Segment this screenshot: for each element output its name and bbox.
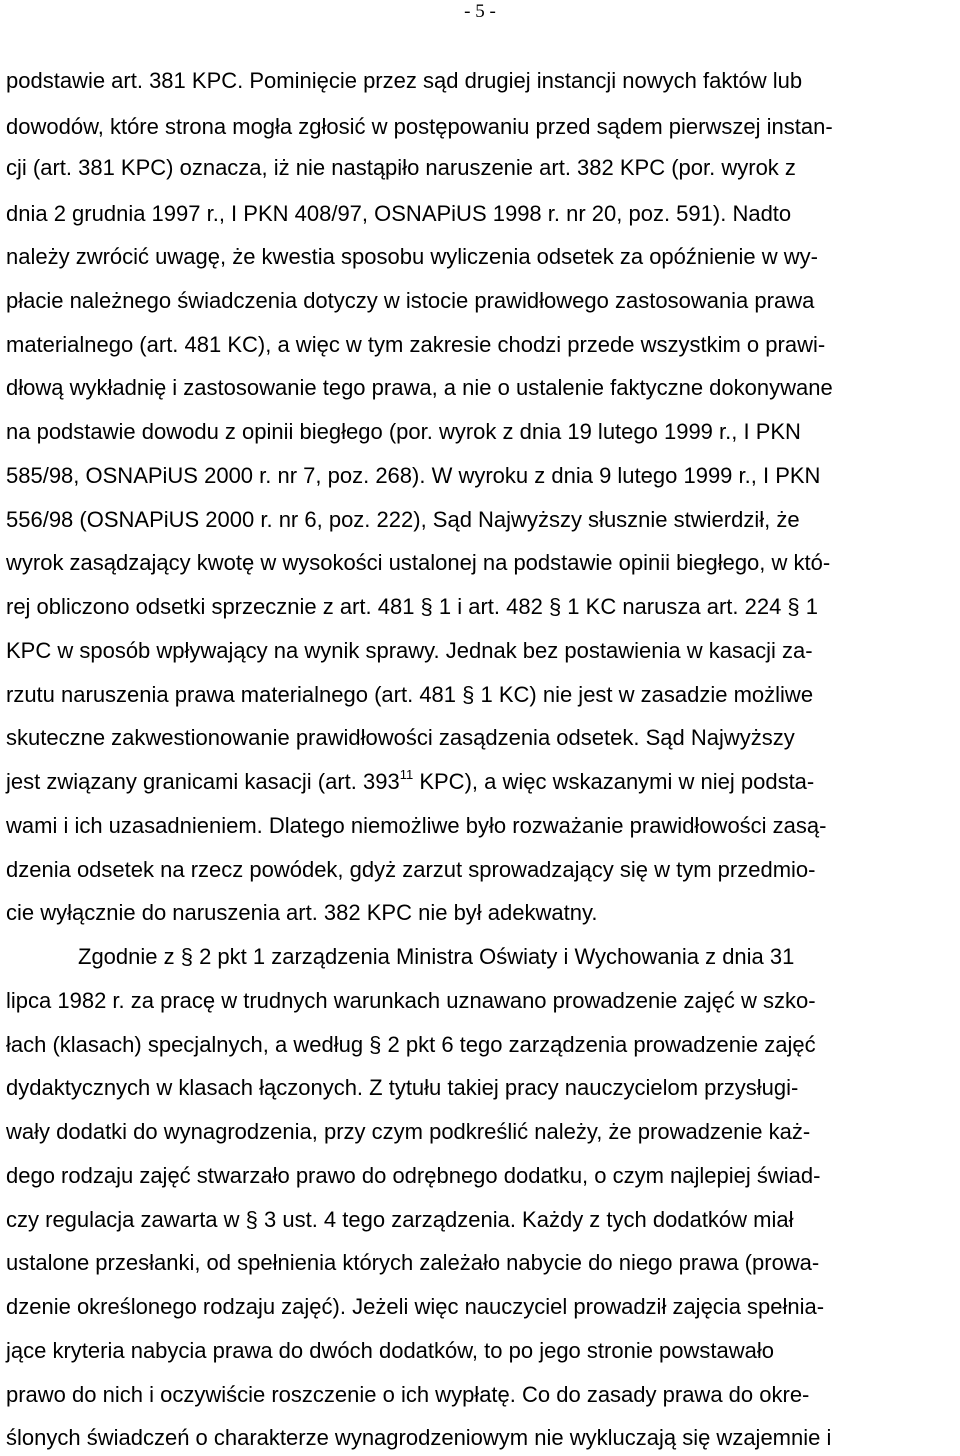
text-line: KPC w sposób wpływający na wynik sprawy. Jednak bez postawienia w kasacji za- [6,638,813,663]
text-line: rej obliczono odsetki sprzecznie z art. 481 § 1 i art. 482 § 1 KC narusza art. 224 § 1 [6,594,819,619]
text-line: należy zwrócić uwagę, że kwestia sposobu wyliczenia odsetek za opóźnienie w wy- [6,244,818,269]
text-line: dzenia odsetek na rzecz powódek, gdyż zarzut sprowadzający się w tym przedmio- [6,857,816,882]
text-line: dydaktycznych w klasach łączonych. Z tytułu takiej pracy nauczycielom przysługi- [6,1075,799,1100]
page-number: - 5 - [464,1,496,22]
paragraph-first-line: Zgodnie z § 2 pkt 1 zarządzenia Ministra Oświaty i Wychowania z dnia 31 [78,944,795,969]
text-line [6,768,814,796]
text-line: cie wyłącznie do naruszenia art. 382 KPC nie był adekwatny. [6,900,598,925]
text-line: 585/98, OSNAPiUS 2000 r. nr 7, poz. 268). W wyroku z dnia 9 lutego 1999 r., I PKN [6,463,821,488]
text-segment: KPC), a więc wskazanymi w niej podsta- [413,769,815,794]
text-line: ślonych świadczeń o charakterze wynagrodzeniowym nie wykluczają się wzajemnie i [6,1425,832,1450]
text-line: dzenie określonego rodzaju zajęć). Jeżeli więc nauczyciel prowadził zajęcia spełnia- [6,1294,825,1319]
text-line: dego rodzaju zajęć stwarzało prawo do odrębnego dodatku, o czym najlepiej świad- [6,1163,821,1188]
text-line: cji (art. 381 KPC) oznacza, iż nie nastąpiło naruszenie art. 382 KPC (por. wyrok z [6,155,796,180]
text-line: dowodów, które strona mogła zgłosić w postępowaniu przed sądem pierwszej instan- [6,114,833,139]
text-line: płacie należnego świadczenia dotyczy w istocie prawidłowego zastosowania prawa [6,288,815,313]
text-line: łach (klasach) specjalnych, a według § 2 pkt 6 tego zarządzenia prowadzenie zajęć [6,1032,816,1057]
text-line: dnia 2 grudnia 1997 r., I PKN 408/97, OSNAPiUS 1998 r. nr 20, poz. 591). Nadto [6,201,792,226]
text-line: jące kryteria nabycia prawa do dwóch dodatków, to po jego stronie powstawało [6,1338,775,1363]
text-line: ustalone przesłanki, od spełnienia których zależało nabycie do niego prawa (prowa- [6,1250,820,1275]
text-line: na podstawie dowodu z opinii biegłego (por. wyrok z dnia 19 lutego 1999 r., I PKN [6,419,801,444]
text-line: dłową wykładnię i zastosowanie tego prawa, a nie o ustalenie faktyczne dokonywane [6,375,833,400]
text-line: wały dodatki do wynagrodzenia, przy czym podkreślić należy, że prowadzenie każ- [6,1119,811,1144]
text-line: rzutu naruszenia prawa materialnego (art. 481 § 1 KC) nie jest w zasadzie możliwe [6,682,814,707]
text-line: czy regulacja zawarta w § 3 ust. 4 tego zarządzenia. Każdy z tych dodatków miał [6,1207,794,1232]
text-line: skuteczne zakwestionowanie prawidłowości zasądzenia odsetek. Sąd Najwyższy [6,725,795,750]
text-line: materialnego (art. 481 KC), a więc w tym zakresie chodzi przede wszystkim o prawi- [6,332,826,357]
superscript: 11 [399,767,414,782]
text-segment: jest związany granicami kasacji (art. 393 [6,769,400,794]
text-line: prawo do nich i oczywiście roszczenie o ich wypłatę. Co do zasady prawa do okre- [6,1382,810,1407]
text-line: podstawie art. 381 KPC. Pominięcie przez sąd drugiej instancji nowych faktów lub [6,68,803,93]
text-line: wami i ich uzasadnieniem. Dlatego niemożliwe było rozważanie prawidłowości zasą- [6,813,827,838]
text-line: 556/98 (OSNAPiUS 2000 r. nr 6, poz. 222), Sąd Najwyższy słusznie stwierdził, że [6,507,800,532]
text-line: wyrok zasądzający kwotę w wysokości ustalonej na podstawie opinii biegłego, w któ- [6,550,831,575]
text-line: lipca 1982 r. za pracę w trudnych warunkach uznawano prowadzenie zajęć w szko- [6,988,816,1013]
